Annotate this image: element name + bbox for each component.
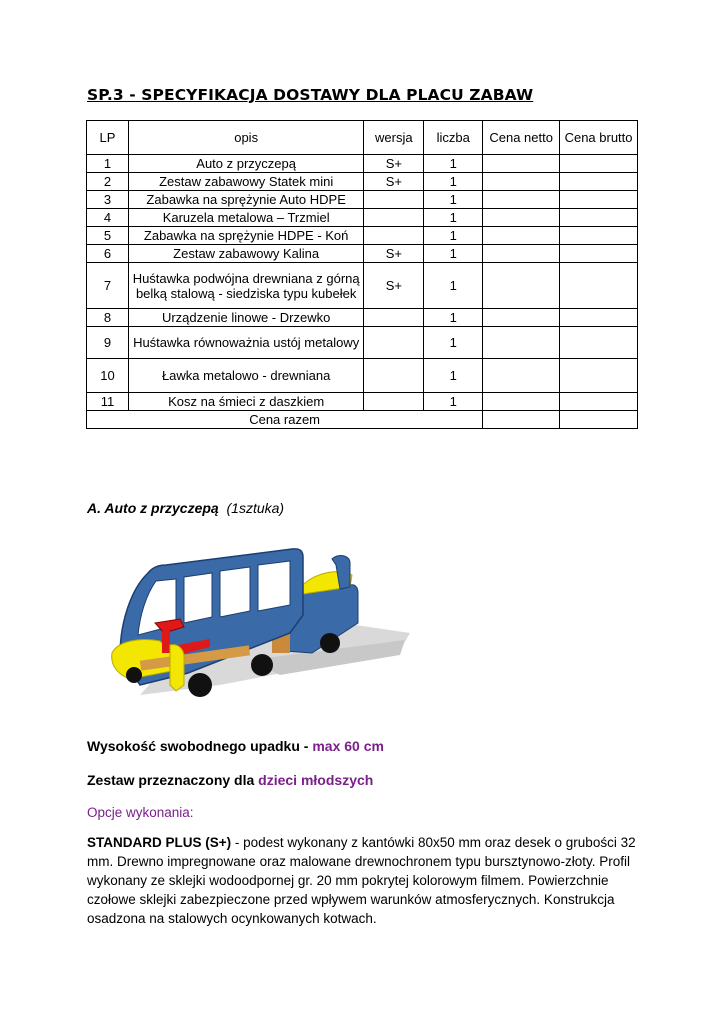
car-with-trailer-illustration: [100, 545, 410, 705]
cell-cena-brutto: [560, 393, 638, 411]
cell-cena-brutto: [560, 191, 638, 209]
table-row: [87, 359, 638, 393]
cell-cena-brutto: [560, 173, 638, 191]
cell-wersja: [364, 209, 424, 227]
cell-lp: 9: [87, 327, 129, 359]
cell-lp: 1: [87, 155, 129, 173]
cell-cena-brutto: [560, 227, 638, 245]
section-heading: [87, 500, 284, 516]
cell-cena-netto: [483, 173, 560, 191]
cell-cena-netto: [483, 191, 560, 209]
cell-cena-brutto: [560, 327, 638, 359]
total-label: Cena razem: [87, 411, 483, 429]
cell-liczba: 1: [424, 327, 483, 359]
cell-cena-brutto: [560, 155, 638, 173]
cell-cena-brutto: [560, 209, 638, 227]
table-header-row: [87, 121, 638, 155]
cell-opis: Karuzela metalowa – Trzmiel: [128, 209, 363, 227]
cell-liczba: 1: [424, 155, 483, 173]
cell-wersja: [364, 191, 424, 209]
table-row: [87, 263, 638, 309]
cell-opis: Zabawka na sprężynie Auto HDPE: [128, 191, 363, 209]
fall-height-value: max 60 cm: [312, 738, 384, 754]
fall-height-label: Wysokość swobodnego upadku -: [87, 738, 309, 754]
total-cena-netto: [483, 411, 560, 429]
header-opis: opis: [128, 121, 363, 155]
cell-opis: Urządzenie linowe - Drzewko: [128, 309, 363, 327]
cell-lp: 11: [87, 393, 129, 411]
cell-opis: Huśtawka podwójna drewniana z górną belką stalową - siedziska typu kubełek: [128, 263, 363, 309]
options-heading: Opcje wykonania:: [87, 805, 194, 820]
table-row: [87, 327, 638, 359]
table-row: [87, 245, 638, 263]
cell-cena-brutto: [560, 359, 638, 393]
cell-cena-netto: [483, 245, 560, 263]
cell-cena-netto: [483, 263, 560, 309]
cell-cena-netto: [483, 309, 560, 327]
cell-cena-netto: [483, 209, 560, 227]
cell-wersja: [364, 359, 424, 393]
cell-wersja: [364, 309, 424, 327]
cell-liczba: 1: [424, 309, 483, 327]
cell-cena-brutto: [560, 309, 638, 327]
document-title: SP.3 - SPECYFIKACJA DOSTAWY DLA PLACU ZABAW: [87, 86, 534, 104]
standard-plus-paragraph: [87, 833, 647, 928]
table-row: [87, 173, 638, 191]
cell-wersja: S+: [364, 263, 424, 309]
fall-height-line: [87, 738, 384, 754]
cell-lp: 6: [87, 245, 129, 263]
cell-lp: 8: [87, 309, 129, 327]
cell-lp: 7: [87, 263, 129, 309]
cell-liczba: 1: [424, 393, 483, 411]
target-group-value: dzieci młodszych: [258, 772, 374, 788]
table-row: [87, 155, 638, 173]
cell-cena-netto: [483, 327, 560, 359]
header-cena-brutto: Cena brutto: [560, 121, 638, 155]
cell-liczba: 1: [424, 359, 483, 393]
specification-table: [86, 120, 638, 429]
table-row: [87, 209, 638, 227]
cell-opis: Huśtawka równoważnia ustój metalowy: [128, 327, 363, 359]
table-row: [87, 227, 638, 245]
cell-opis: Zestaw zabawowy Kalina: [128, 245, 363, 263]
cell-liczba: 1: [424, 227, 483, 245]
cell-opis: Zestaw zabawowy Statek mini: [128, 173, 363, 191]
cell-opis: Kosz na śmieci z daszkiem: [128, 393, 363, 411]
cell-lp: 2: [87, 173, 129, 191]
total-row: [87, 411, 638, 429]
cell-cena-brutto: [560, 263, 638, 309]
cell-liczba: 1: [424, 173, 483, 191]
header-cena-netto: Cena netto: [483, 121, 560, 155]
cell-wersja: [364, 393, 424, 411]
table-row: [87, 191, 638, 209]
cell-lp: 5: [87, 227, 129, 245]
header-liczba: liczba: [424, 121, 483, 155]
section-name: A. Auto z przyczepą: [87, 500, 219, 516]
cell-liczba: 1: [424, 209, 483, 227]
cell-lp: 4: [87, 209, 129, 227]
cell-liczba: 1: [424, 245, 483, 263]
cell-cena-netto: [483, 359, 560, 393]
standard-plus-text: - podest wykonany z kantówki 80x50 mm oraz desek o grubości 32 mm. Drewno impregnowane oraz malowane drewnochronem typu bursztynowo-złoty. Profil wykonany ze sklejki wodoodpornej gr. 20 mm pokrytej kolorowym filmem. Powierzchnie czołowe sklejki zabezpieczone przed wpływem warunków atmosferycznych. Konstrukcja osadzona na stalowych ocynkowanych kotwach.: [87, 835, 636, 926]
cell-wersja: [364, 227, 424, 245]
cell-opis: Ławka metalowo - drewniana: [128, 359, 363, 393]
cell-cena-netto: [483, 227, 560, 245]
cell-wersja: [364, 327, 424, 359]
header-lp: LP: [87, 121, 129, 155]
cell-liczba: 1: [424, 191, 483, 209]
cell-liczba: 1: [424, 263, 483, 309]
cell-wersja: S+: [364, 173, 424, 191]
target-group-label: Zestaw przeznaczony dla: [87, 772, 255, 788]
standard-plus-label: STANDARD PLUS (S+): [87, 835, 232, 850]
cell-cena-netto: [483, 155, 560, 173]
cell-cena-brutto: [560, 245, 638, 263]
table-row: [87, 393, 638, 411]
cell-wersja: S+: [364, 155, 424, 173]
target-group-line: [87, 772, 373, 788]
cell-wersja: S+: [364, 245, 424, 263]
cell-opis: Zabawka na sprężynie HDPE - Koń: [128, 227, 363, 245]
section-qty: (1sztuka): [226, 500, 285, 516]
total-cena-brutto: [560, 411, 638, 429]
table-row: [87, 309, 638, 327]
cell-lp: 3: [87, 191, 129, 209]
header-wersja: wersja: [364, 121, 424, 155]
cell-opis: Auto z przyczepą: [128, 155, 363, 173]
cell-cena-netto: [483, 393, 560, 411]
cell-lp: 10: [87, 359, 129, 393]
